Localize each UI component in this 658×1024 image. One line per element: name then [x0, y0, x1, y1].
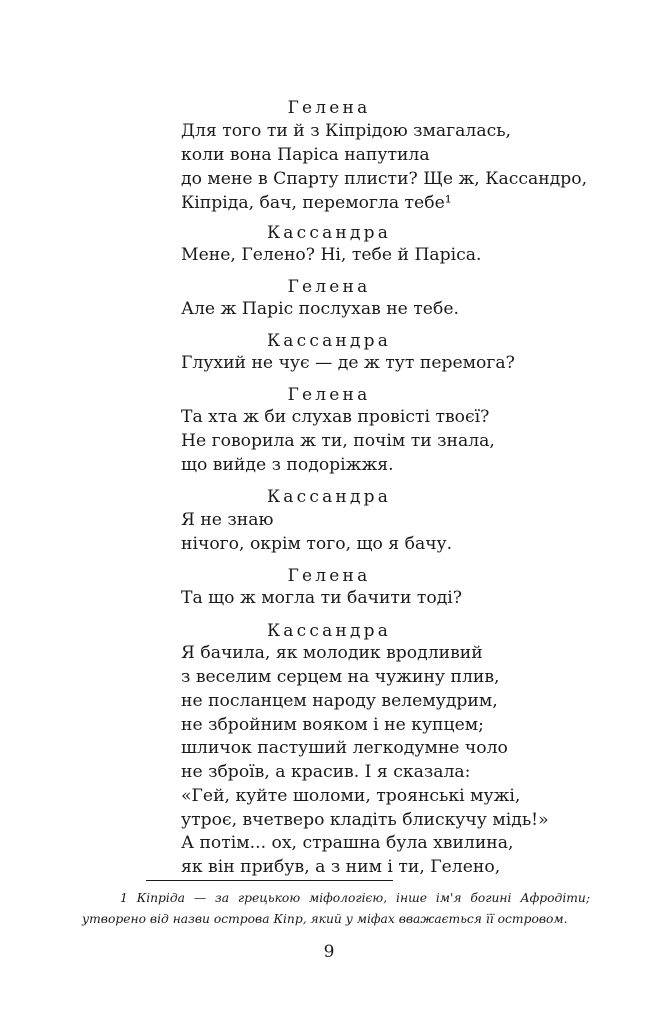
verse-line: утроє, вчетверо кладіть блискучу мідь!»	[181, 810, 549, 830]
verse-line: Для того ти й з Кіпрідою змагалась,	[181, 121, 512, 141]
verse-line: Та хта ж би слухав провісті твоєї?	[181, 407, 490, 427]
verse-line: що вийде з подоріжжя.	[181, 455, 394, 475]
speaker-name: Гелена	[287, 385, 371, 405]
verse-line: як він прибув, а з ним і ти, Гелено,	[181, 857, 501, 877]
footnote-line: утворено від назви острова Кіпр, який у міфах вважається її островом.	[82, 912, 568, 926]
verse-line: А потім... ох, страшна була хвилина,	[181, 833, 514, 853]
verse-line: Мене, Гелено? Ні, тебе й Паріса.	[181, 245, 482, 265]
page-number: 9	[323, 942, 335, 962]
verse-line: не зброїв, а красив. І я сказала:	[181, 762, 471, 782]
speaker-name: Кассандра	[266, 331, 392, 351]
verse-line: до мене в Спарту плисти? Ще ж, Кассандро,	[181, 169, 588, 189]
verse-line: Я бачила, як молодик вродливий	[181, 643, 483, 663]
verse-line: з веселим серцем на чужину плив,	[181, 667, 500, 687]
verse-line: Кіпріда, бач, перемогла тебе¹	[181, 193, 452, 213]
verse-line: Я не знаю	[181, 510, 274, 530]
verse-line: Та що ж могла ти бачити тоді?	[181, 588, 463, 608]
verse-line: нічого, окрім того, що я бачу.	[181, 534, 453, 554]
verse-line: шличок пастуший легкодумне чоло	[181, 738, 508, 758]
verse-line: Не говорила ж ти, почім ти знала,	[181, 431, 495, 451]
speaker-name: Гелена	[287, 277, 371, 297]
verse-line: Глухий не чує — де ж тут перемога?	[181, 353, 515, 373]
speaker-name: Гелена	[287, 566, 371, 586]
verse-line: не посланцем народу велемудрим,	[181, 691, 498, 711]
speaker-name: Гелена	[287, 98, 371, 118]
verse-line: «Гей, куйте шоломи, троянські мужі,	[181, 786, 521, 806]
speaker-name: Кассандра	[266, 621, 392, 641]
verse-line: Але ж Паріс послухав не тебе.	[181, 299, 459, 319]
speaker-name: Кассандра	[266, 223, 392, 243]
footnote-line: 1 Кіпріда — за грецькою міфологією, інше ім'я богині Афродіти;	[120, 891, 590, 905]
speaker-name: Кассандра	[266, 487, 392, 507]
verse-line: коли вона Паріса напутила	[181, 145, 430, 165]
verse-line: не збройним вояком і не купцем;	[181, 715, 484, 735]
footnote-rule	[146, 880, 393, 881]
